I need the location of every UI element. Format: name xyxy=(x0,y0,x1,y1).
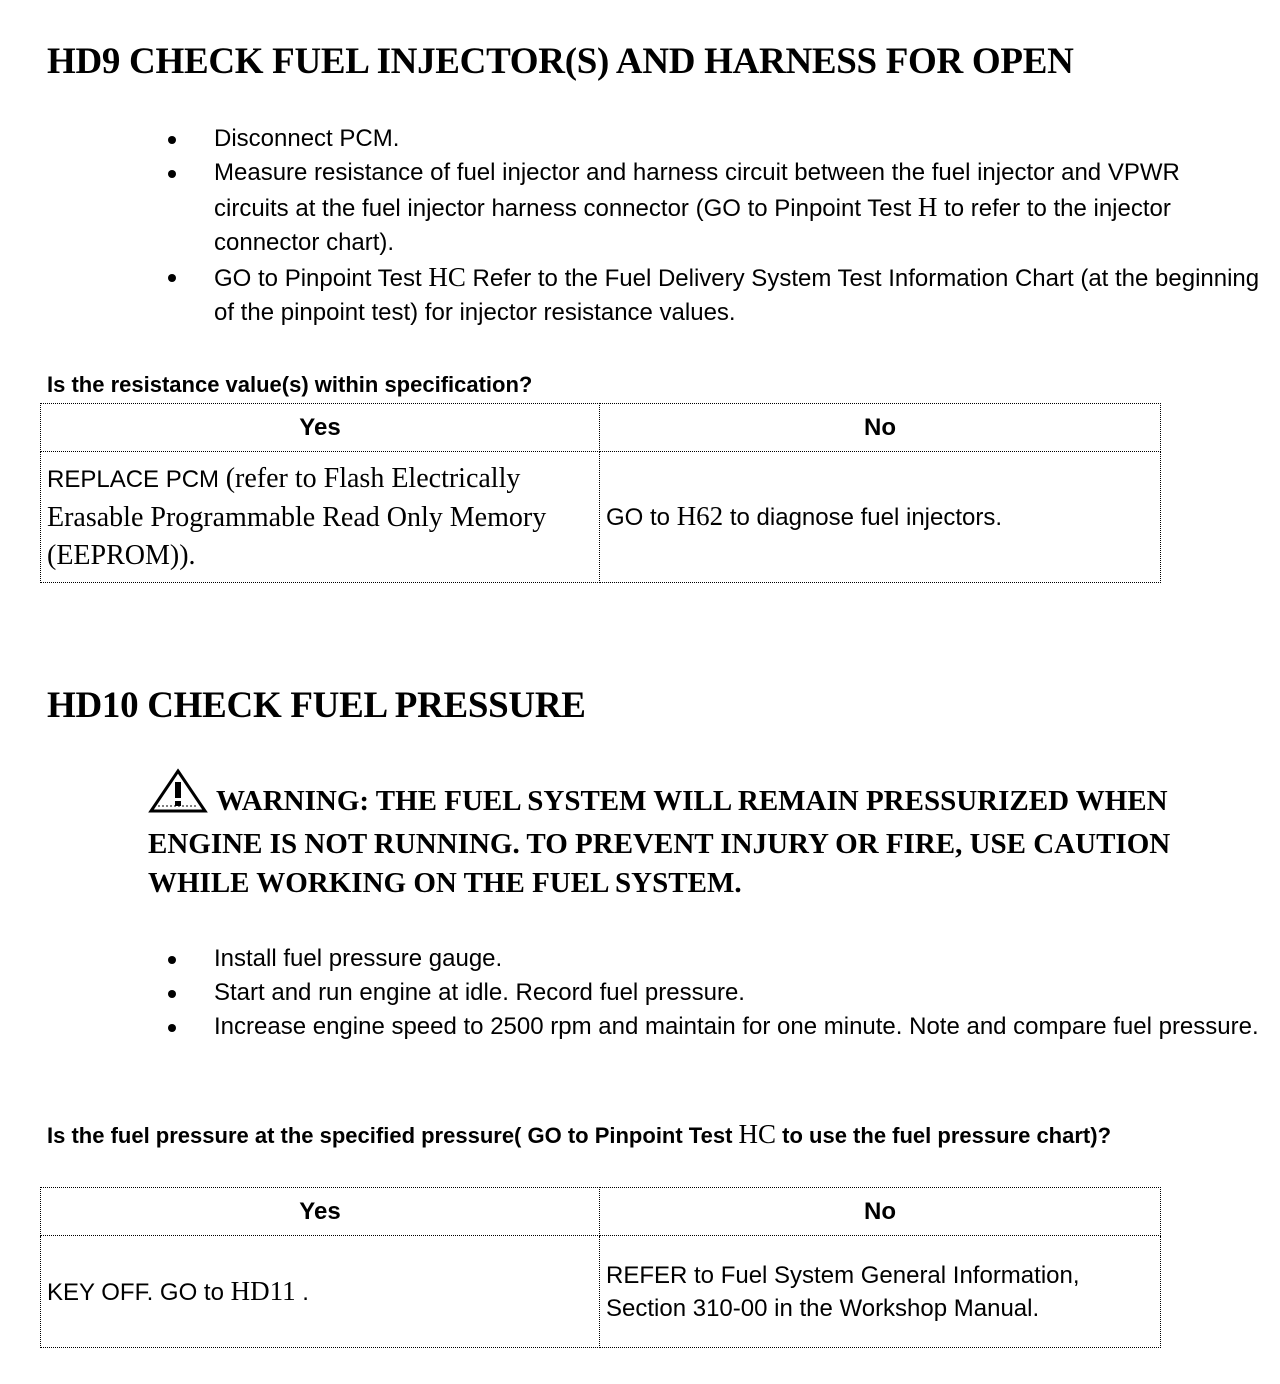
yes-header: Yes xyxy=(41,1188,600,1236)
section-heading-hd10: HD10 CHECK FUEL PRESSURE xyxy=(47,685,586,726)
section-heading-hd9: HD9 CHECK FUEL INJECTOR(S) AND HARNESS FOR OPEN xyxy=(47,41,1074,82)
yes-header: Yes xyxy=(41,404,600,452)
list-item: Install fuel pressure gauge. xyxy=(160,942,1260,976)
h62-link[interactable]: H62 xyxy=(676,501,724,531)
list-item: GO to Pinpoint Test HC Refer to the Fuel Delivery System Test Information Chart (at the beginning of the pinpoint test) for injector resistance values. xyxy=(160,260,1260,330)
list-item: Measure resistance of fuel injector and harness circuit between the fuel injector and VPWR circuits at the fuel injector harness connector (GO to Pinpoint Test H to refer to the injector connector chart). xyxy=(160,156,1260,260)
hd10-steps-list xyxy=(160,942,1260,1044)
no-header: No xyxy=(600,1188,1161,1236)
yes-cell: REPLACE PCM (refer to Flash Electrically Erasable Programmable Read Only Memory (EEPROM)). xyxy=(41,452,600,583)
hd9-decision-table xyxy=(40,403,1161,583)
no-cell: REFER to Fuel System General Information, Section 310-00 in the Workshop Manual. xyxy=(600,1236,1161,1348)
hd10-question: Is the fuel pressure at the specified pressure( GO to Pinpoint Test HC to use the fuel pressure chart)? xyxy=(47,1119,1112,1149)
list-item: Disconnect PCM. xyxy=(160,122,1260,156)
hd9-question: Is the resistance value(s) within specification? xyxy=(47,372,533,397)
list-item: Start and run engine at idle. Record fuel pressure. xyxy=(160,976,1260,1010)
hd10-decision-table xyxy=(40,1187,1161,1348)
list-item: Increase engine speed to 2500 rpm and maintain for one minute. Note and compare fuel pressure. xyxy=(160,1010,1260,1044)
pinpoint-test-hc-link[interactable]: HC xyxy=(428,262,466,292)
hd11-link[interactable]: HD11 xyxy=(230,1275,296,1306)
hd9-steps-list xyxy=(160,122,1260,330)
pinpoint-test-h-link[interactable]: H xyxy=(917,192,938,222)
warning-triangle-icon xyxy=(148,768,208,825)
no-header: No xyxy=(600,404,1161,452)
pinpoint-test-hc-link[interactable]: HC xyxy=(738,1119,777,1149)
yes-cell: KEY OFF. GO to HD11 . xyxy=(41,1236,600,1348)
fuel-system-warning: WARNING: THE FUEL SYSTEM WILL REMAIN PRESSURIZED WHEN ENGINE IS NOT RUNNING. TO PREVENT INJURY OR FIRE, USE CAUTION WHILE WORKING ON THE FUEL SYSTEM. xyxy=(148,768,1228,903)
flash-eeprom-link[interactable]: (refer to Flash Electrically Erasable Programmable Read Only Memory (EEPROM)). xyxy=(47,462,547,571)
no-cell: GO to H62 to diagnose fuel injectors. xyxy=(600,452,1161,583)
